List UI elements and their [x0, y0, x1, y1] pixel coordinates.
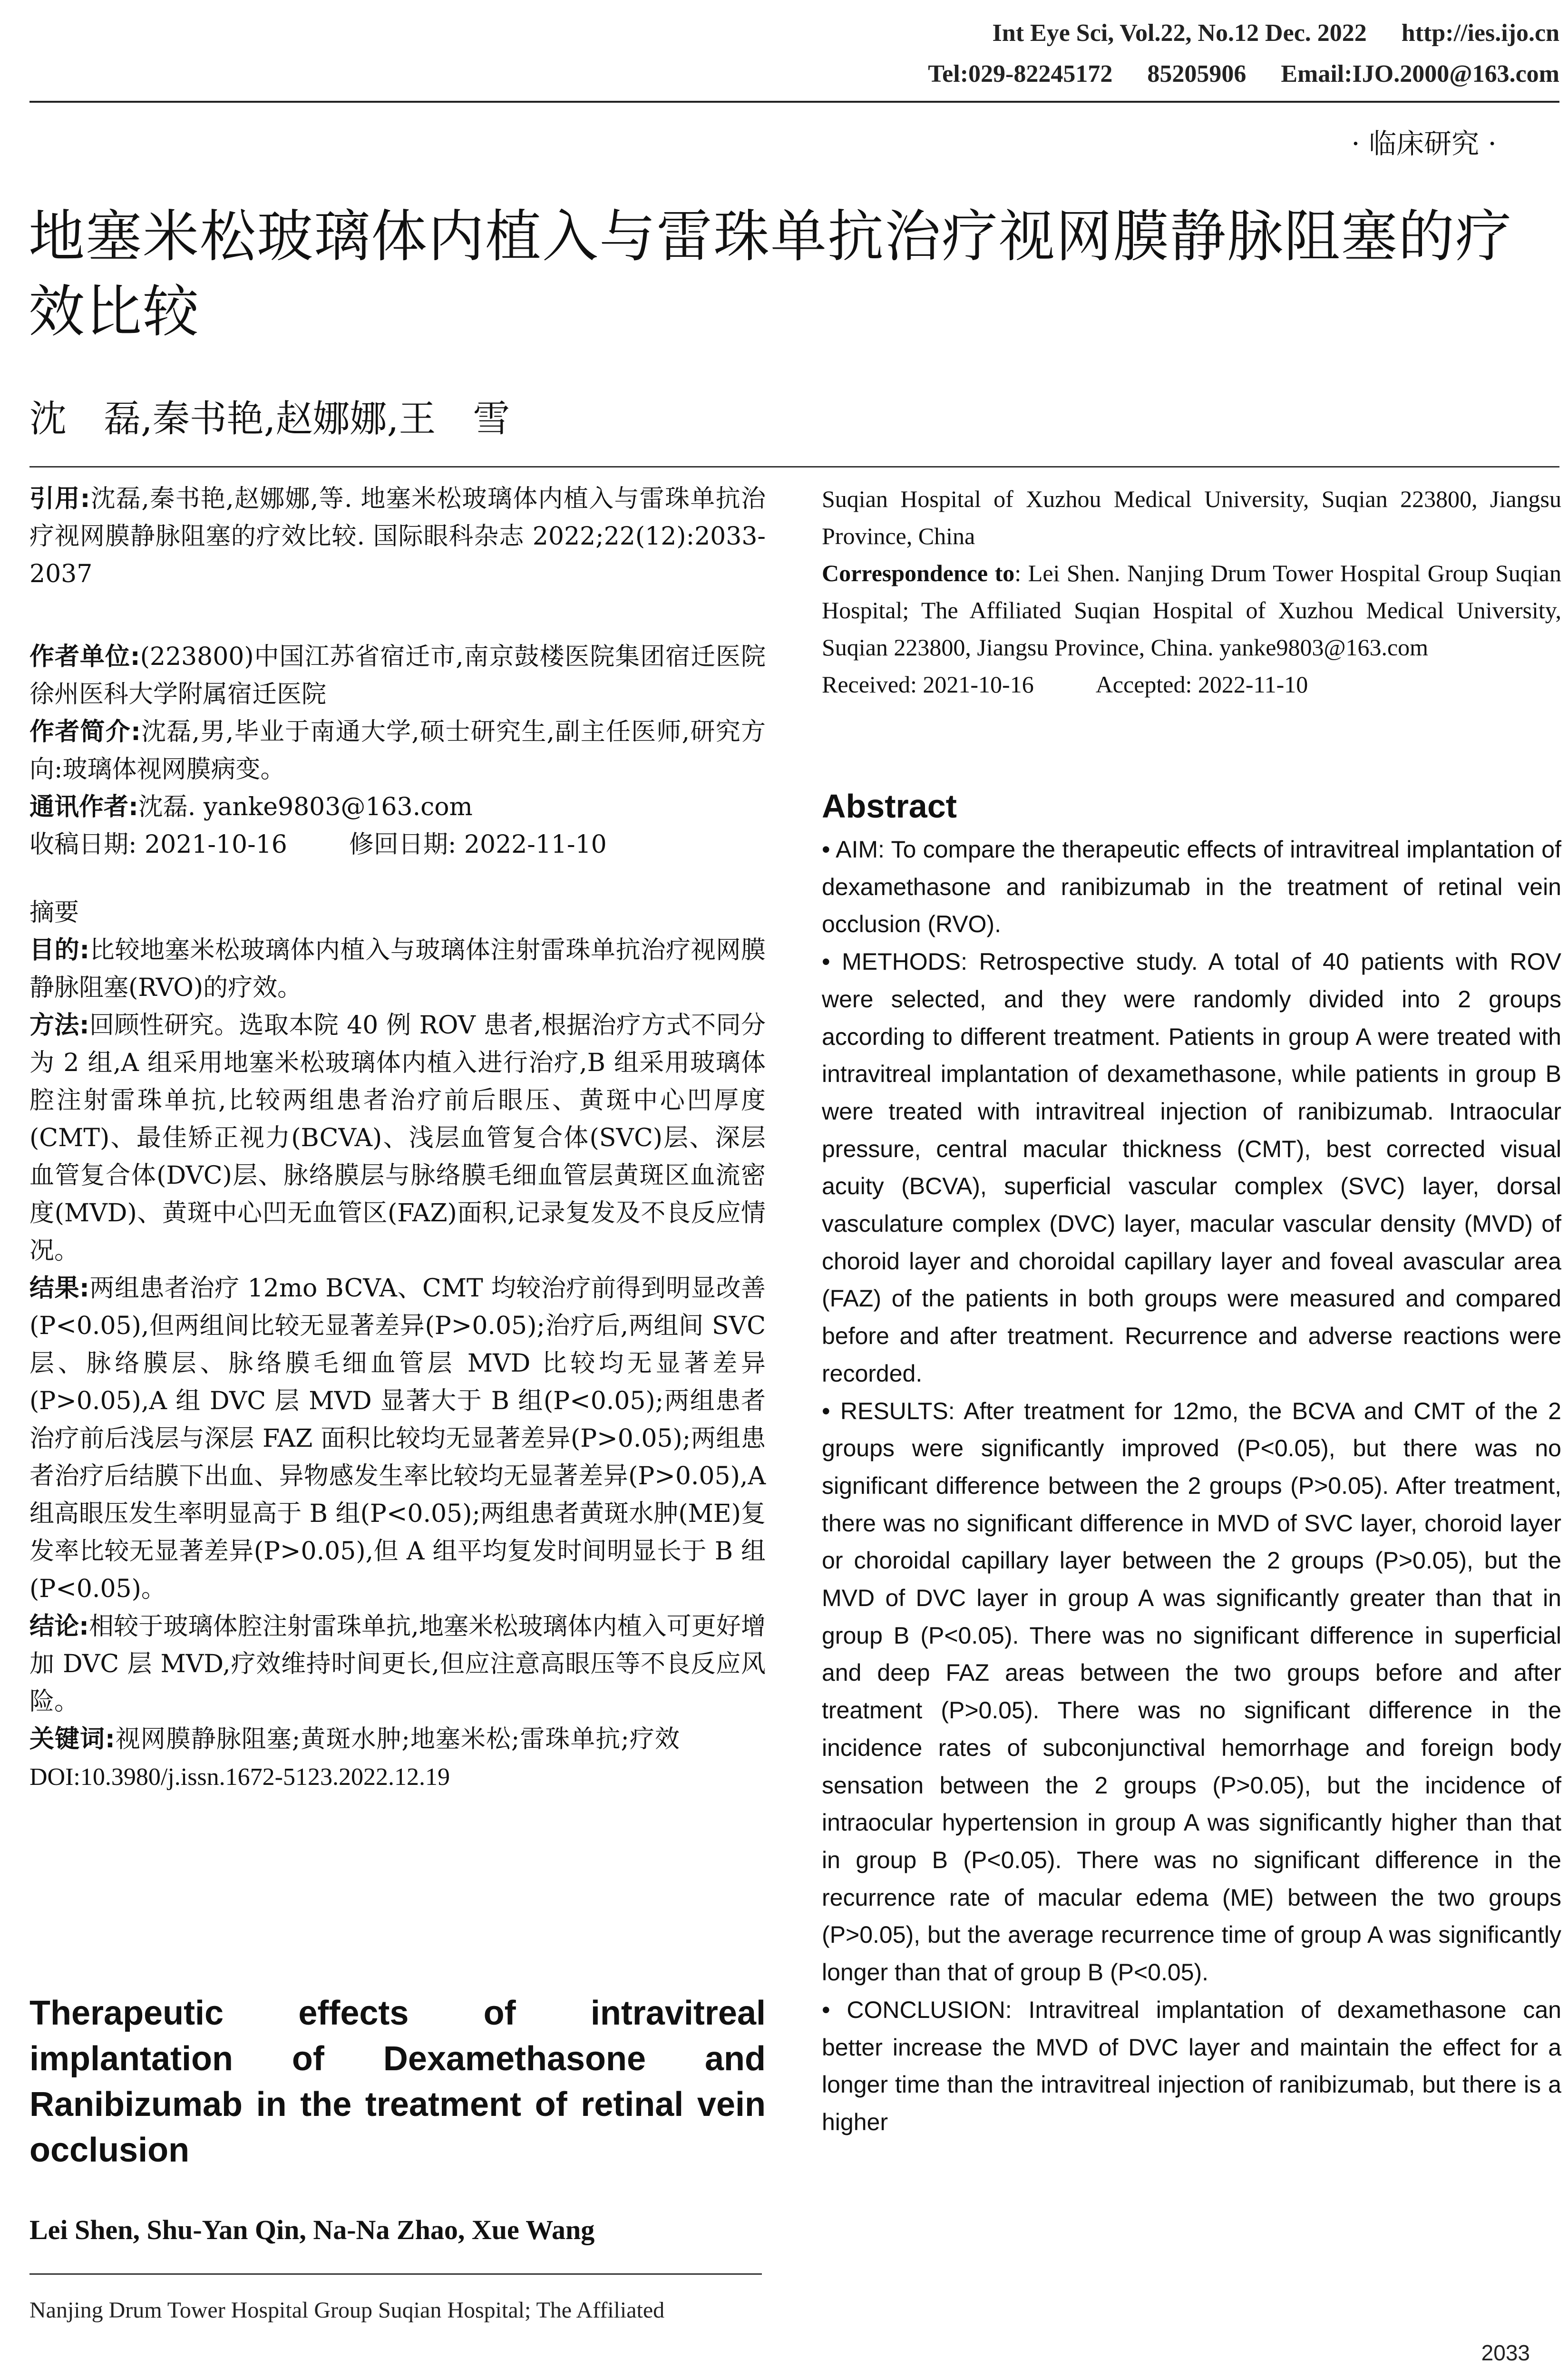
results-label: 结果: [29, 1274, 89, 1303]
abstract-cn-methods [29, 1007, 766, 1270]
page-title: 地塞米松玻璃体内植入与雷珠单抗治疗视网膜静脉阻塞的疗效比较 [29, 204, 1513, 344]
author-bio [29, 713, 766, 789]
correspondence-text: : Lei Shen. Nanjing Drum Tower Hospital Group Suqian Hospital; The Affiliated Suqian Hospital of Xuzhou Medical University, Suqian 223800, Jiangsu Province, China. yanke9803@163.com [822, 560, 1561, 661]
aim-text: 比较地塞米松玻璃体内植入与玻璃体注射雷珠单抗治疗视网膜静脉阻塞(RVO)的疗效。 [29, 936, 766, 1002]
authors-cn: 沈 磊,秦书艳,赵娜娜,王 雪 [29, 398, 510, 440]
citation [29, 480, 766, 593]
author-unit-text: (223800)中国江苏省宿迁市,南京鼓楼医院集团宿迁医院 徐州医科大学附属宿迁医院 [29, 643, 766, 709]
doi[interactable]: DOI:10.3980/j.issn.1672-5123.2022.12.19 [29, 1763, 450, 1791]
english-title: Therapeutic effects of intravitreal implantation of Dexamethasone and Ranibizumab in the treatment of retinal vein occlusion [29, 1994, 766, 2169]
corresponding-text: 沈磊. yanke9803@163.com [138, 793, 473, 821]
keywords-text: 视网膜静脉阻塞;黄斑水肿;地塞米松;雷珠单抗;疗效 [115, 1725, 680, 1754]
author-bio-label: 作者简介: [29, 718, 141, 746]
methods-label: 方法: [29, 1011, 89, 1040]
corresponding-label: 通讯作者: [29, 793, 138, 821]
journal-email[interactable]: Email:IJO.2000@163.com [1281, 60, 1559, 88]
english-authors: Lei Shen, Shu-Yan Qin, Na-Na Zhao, Xue Wang [29, 2214, 595, 2245]
revised-date-cn: 修回日期: 2022-11-10 [349, 830, 607, 859]
abstract-en-results: • RESULTS: After treatment for 12mo, the BCVA and CMT of the 2 groups were significantly improved (P<0.05), but there was no significant difference between the 2 groups (P>0.05). After treatment, there was no significant difference in MVD of SVC layer, choroid layer or choroidal capillary layer between the 2 groups (P>0.05), but the MVD of DVC layer in group A was significantly greater than that in group B (P<0.05). There was no significant difference in superficial and deep FAZ areas between the two groups before and after treatment (P>0.05). There was no significant difference in the incidence rates of subconjunctival hemorrhage and foreign body sensation between the 2 groups (P>0.05), but the incidence of intraocular hypertension in group A was significantly higher than that in group B (P<0.05). There was no significant difference in the recurrence rate of macular edema (ME) between the two groups (P>0.05), but the average recurrence time of group A was significantly longer than that of group B (P<0.05). [822, 1397, 1561, 1986]
citation-text: 沈磊,秦书艳,赵娜娜,等. 地塞米松玻璃体内植入与雷珠单抗治疗视网膜静脉阻塞的疗效比较. 国际眼科杂志 2022;22(12):2033-2037 [29, 485, 766, 588]
received-date-cn: 收稿日期: 2021-10-16 [29, 830, 287, 859]
conclusion-label: 结论: [29, 1612, 89, 1641]
title-rule [29, 466, 1559, 468]
aim-label: 目的: [29, 936, 90, 964]
journal-header-line1 [964, 19, 1559, 47]
abstract-en-heading: Abstract [822, 788, 957, 825]
english-affiliation-cont: Suqian Hospital of Xuzhou Medical University, Suqian 223800, Jiangsu Province, China [822, 486, 1561, 549]
header-rule [29, 101, 1559, 103]
author-bio-text: 沈磊,男,毕业于南通大学,硕士研究生,副主任医师,研究方向:玻璃体视网膜病变。 [29, 718, 766, 784]
methods-text: 回顾性研究。选取本院 40 例 ROV 患者,根据治疗方式不同分为 2 组,A 组采用地塞米松玻璃体内植入进行治疗,B 组采用玻璃体腔注射雷珠单抗,比较两组患者治疗前后眼压、黄斑中心凹厚度(CMT)、最佳矫正视力(BCVA)、浅层血管复合体(SVC)层、深层血管复合体(DVC)层、脉络膜层与脉络膜毛细血管层黄斑区血流密度(MVD)、黄斑中心凹无血管区(FAZ)面积,记录复发及不良反应情况。 [29, 1011, 766, 1265]
correspondence [822, 555, 1561, 666]
abstract-en-conclusion: • CONCLUSION: Intravitreal implantation of dexamethasone can better increase the MVD of DVC layer and maintain the effect for a longer time than the intravitreal injection of ranibizumab, but there is a higher [822, 1996, 1561, 2135]
journal-header-line2 [899, 60, 1559, 88]
left-column-top [29, 480, 766, 864]
author-unit [29, 638, 766, 713]
journal-tel: Tel:029-82245172 [928, 60, 1113, 88]
abstract-en [822, 787, 1561, 2141]
citation-label: 引用: [29, 485, 90, 513]
dates-en [822, 666, 1561, 703]
page-number: 2033 [1481, 2340, 1530, 2365]
journal-url[interactable]: http://ies.ijo.cn [1401, 19, 1559, 47]
abstract-cn-heading: 摘要 [29, 898, 79, 927]
abstract-cn [29, 894, 766, 1796]
correspondence-label: Correspondence to [822, 560, 1015, 586]
right-column-top [822, 480, 1561, 703]
keywords-label: 关键词: [29, 1725, 116, 1754]
english-affiliation-start: Nanjing Drum Tower Hospital Group Suqian Hospital; The Affiliated [29, 2298, 665, 2323]
conclusion-text: 相较于玻璃体腔注射雷珠单抗,地塞米松玻璃体内植入可更好增加 DVC 层 MVD,疗效维持时间更长,但应注意高眼压等不良反应风险。 [29, 1612, 766, 1716]
abstract-en-methods: • METHODS: Retrospective study. A total of 40 patients with ROV were selected, and they were randomly divided into 2 groups according to different treatment. Patients in group A were treated with intravitreal implantation of dexamethasone, while patients in group B were treated with intravitreal injection of ranibizumab. Intraocular pressure, central macular thickness (CMT), best corrected visual acuity (BCVA), superficial vascular complex (SVC) layer, dorsal vasculature complex (DVC) layer, macular vascular density (MVD) of choroid layer and choroidal capillary layer and foveal avascular area (FAZ) of the patients in both groups were measured and compared before and after treatment. Recurrence and adverse reactions were recorded. [822, 948, 1561, 1387]
abstract-cn-results [29, 1270, 766, 1608]
accepted-date-en: Accepted: 2022-11-10 [1095, 671, 1308, 698]
abstract-cn-conclusion [29, 1608, 766, 1721]
dates-cn [29, 826, 766, 864]
journal-citation: Int Eye Sci, Vol.22, No.12 Dec. 2022 [992, 19, 1367, 47]
english-authors-rule [29, 2273, 762, 2275]
received-date-en: Received: 2021-10-16 [822, 671, 1034, 698]
section-tag: · 临床研究 · [1351, 127, 1497, 160]
corresponding-author [29, 789, 766, 826]
results-text: 两组患者治疗 12mo BCVA、CMT 均较治疗前得到明显改善(P<0.05),但两组间比较无显著差异(P>0.05);治疗后,两组间 SVC 层、脉络膜层、脉络膜毛细血管层 MVD 比较均无显著差异(P>0.05),A 组 DVC 层 MVD 显著大于 B 组(P<0.05);两组患者治疗前后浅层与深层 FAZ 面积比较均无显著差异(P>0.05);两组患者治疗后结膜下出血、异物感发生率比较均无显著差异(P>0.05),A 组高眼压发生率明显高于 B 组(P<0.05);两组患者黄斑水肿(ME)复发率比较无显著差异(P>0.05),但 A 组平均复发时间明显长于 B 组(P<0.05)。 [29, 1274, 766, 1603]
author-unit-label: 作者单位: [29, 643, 140, 671]
journal-tel2: 85205906 [1147, 60, 1247, 88]
abstract-en-aim: • AIM: To compare the therapeutic effects of intravitreal implantation of dexamethasone and ranibizumab in the treatment of retinal vein occlusion (RVO). [822, 836, 1561, 938]
abstract-cn-aim [29, 932, 766, 1007]
keywords-cn [29, 1721, 766, 1758]
